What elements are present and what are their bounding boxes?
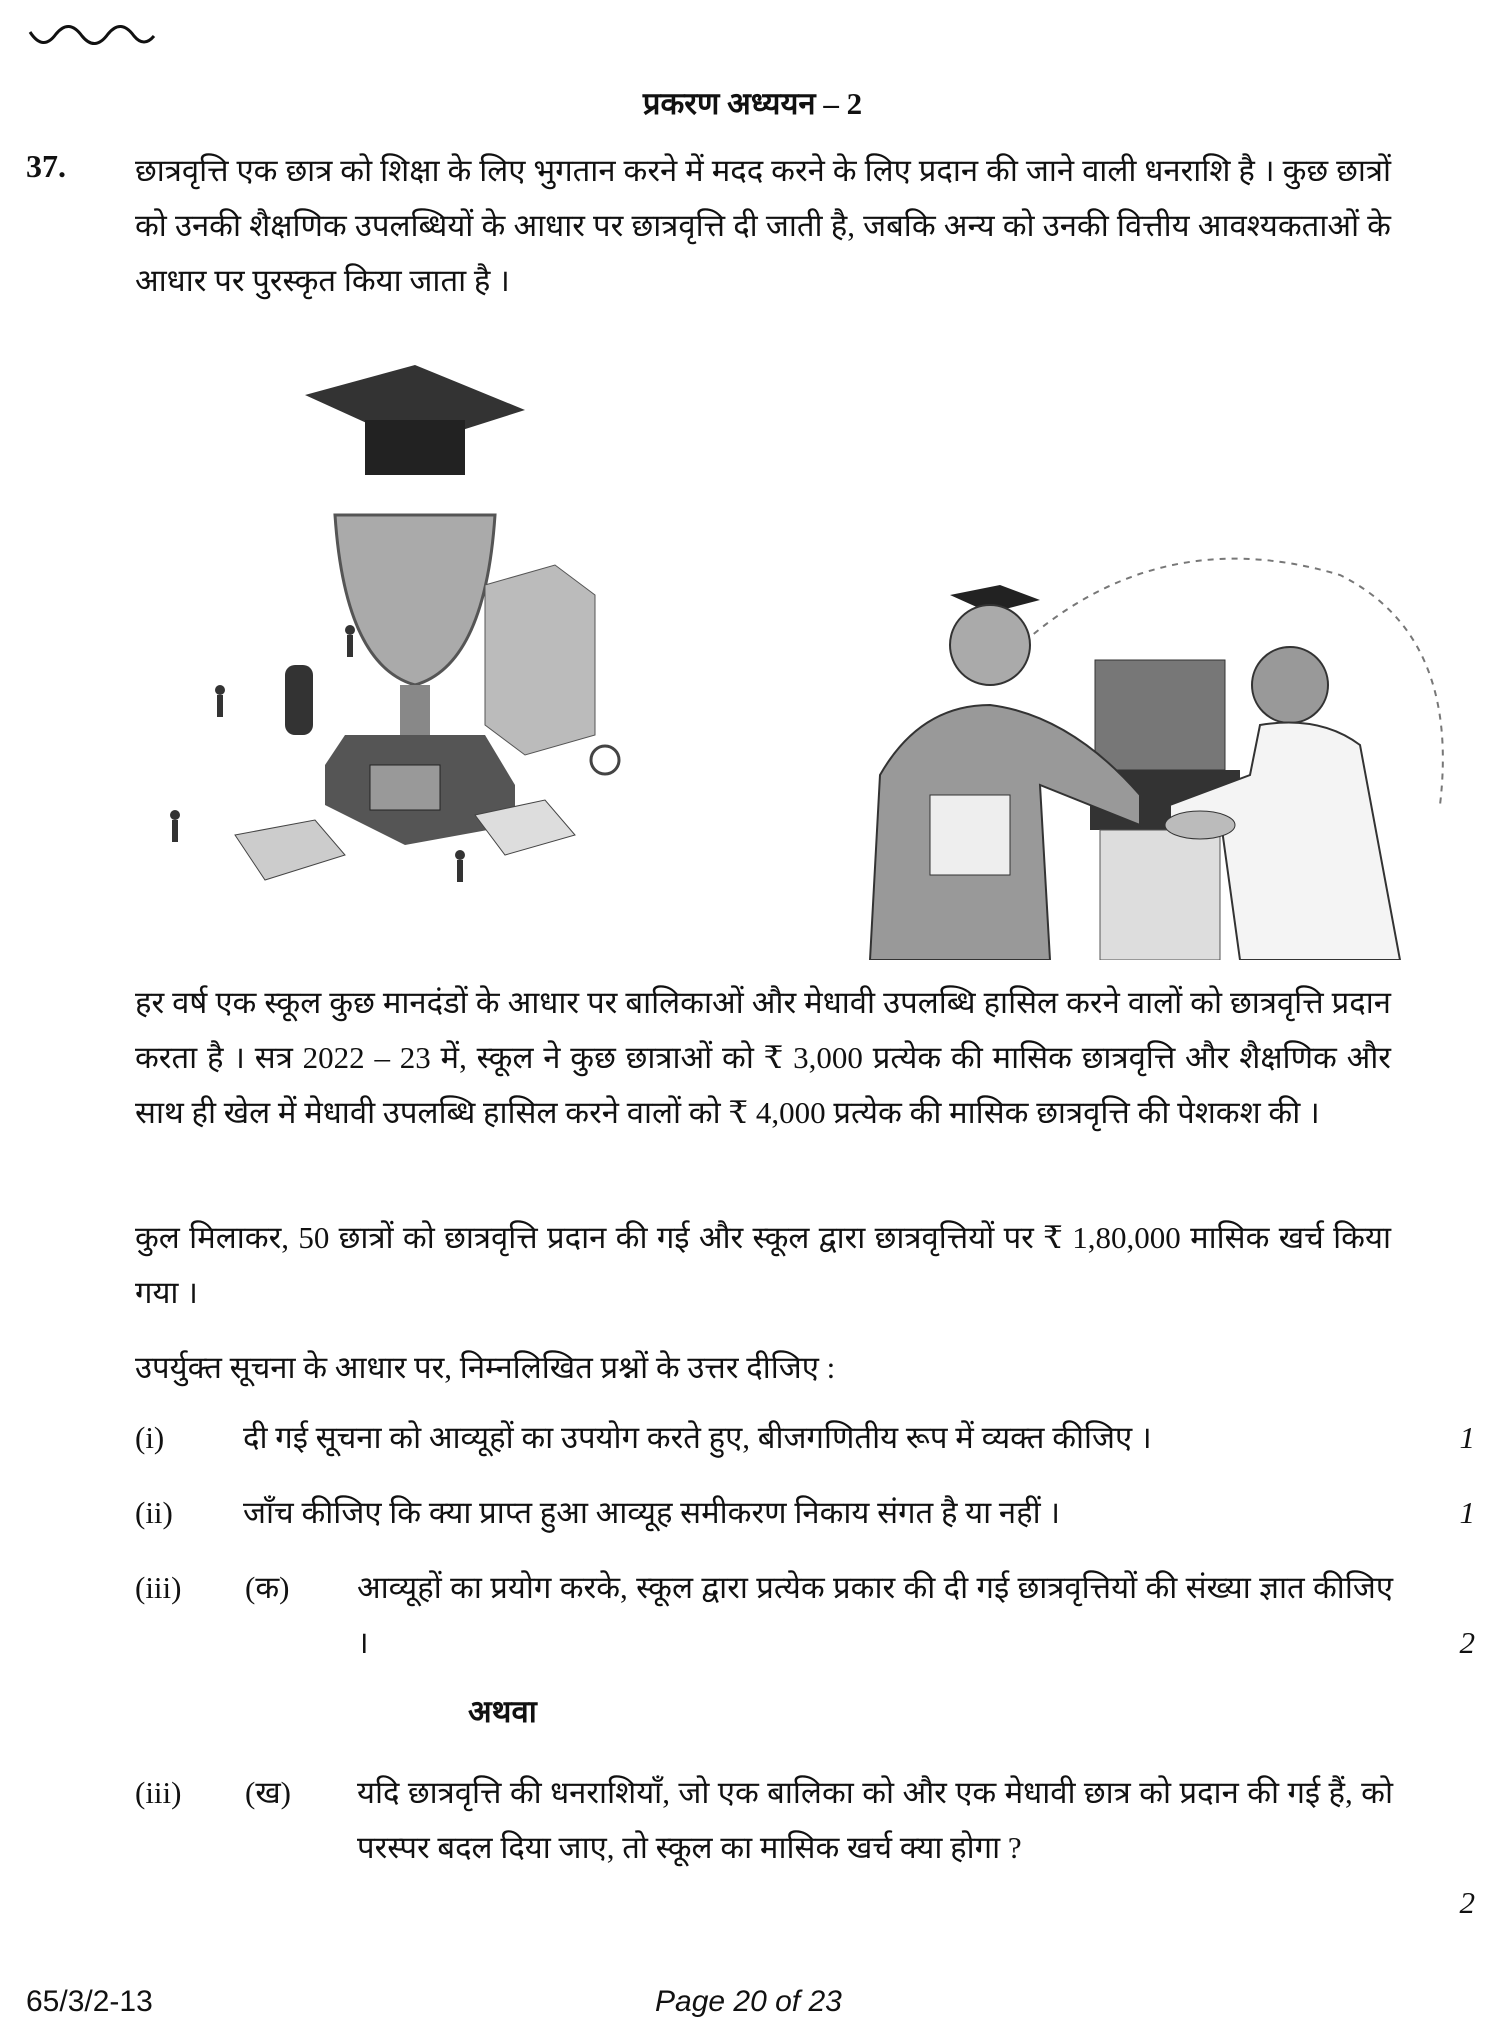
question-marks: 2 — [1459, 1885, 1475, 1920]
totals-paragraph: कुल मिलाकर, 50 छात्रों को छात्रवृत्ति प्रदान की गई और स्कूल द्वारा छात्रवृत्तियों पर ₹ 1,80,000 मासिक खर्च किया गया । — [135, 1220, 1391, 1310]
question-marks: 1 — [1459, 1420, 1475, 1455]
money-stack-icon — [1095, 660, 1225, 770]
question-text: दी गई सूचना को आव्यूहों का उपयोग करते हुए, बीजगणितीय रूप में व्यक्त कीजिए । — [243, 1420, 1152, 1455]
question-sublabel: (ख) — [245, 1775, 292, 1810]
page-number: Page 20 of 23 — [655, 1985, 842, 2018]
question-marks: 1 — [1459, 1495, 1475, 1530]
trophy-cup-icon — [335, 515, 495, 685]
trophy-illustration — [155, 365, 655, 915]
scholarship-details-paragraph: हर वर्ष एक स्कूल कुछ मानदंडों के आधार पर बालिकाओं और मेधावी उपलब्धि हासिल करने वालों को छात्रवृत्ति प्रदान करता है । सत्र 2022 – 23 में, स्कूल ने कुछ छात्राओं को ₹ 3,000 प्रत्येक की मासिक छात्रवृत्ति और शैक्षणिक और साथ ही खेल में मेधावी उपलब्धि हासिल करने वालों को ₹ 4,000 प्रत्येक की मासिक छात्रवृत्ति की पेशकश की । — [135, 985, 1391, 1130]
question-label: (iii) — [135, 1570, 182, 1605]
books-icon — [485, 565, 595, 755]
wave-mark-icon — [28, 22, 158, 52]
question-text: यदि छात्रवृत्ति की धनराशियाँ, जो एक बालिका को और एक मेधावी छात्र को प्रदान की गई हैं, को परस्पर बदल दिया जाए, तो स्कूल का मासिक खर्च क्या होगा ? — [357, 1775, 1393, 1865]
question-iii-a — [135, 1560, 1475, 1670]
paper-code: 65/3/2-13 — [26, 1985, 153, 2018]
instruction-prompt: उपर्युक्त सूचना के आधार पर, निम्नलिखित प्रश्नों के उत्तर दीजिए : — [135, 1350, 836, 1385]
question-label: (ii) — [135, 1495, 173, 1530]
question-marks: 2 — [1459, 1625, 1475, 1660]
question-label: (i) — [135, 1420, 165, 1455]
scholarship-handshake-illustration — [840, 555, 1460, 960]
question-sublabel: (क) — [245, 1570, 290, 1605]
question-label: (iii) — [135, 1775, 182, 1810]
question-text: आव्यूहों का प्रयोग करके, स्कूल द्वारा प्रत्येक प्रकार की दी गई छात्रवृत्तियों की संख्या ज्ञात कीजिए । — [357, 1570, 1393, 1660]
section-title: प्रकरण अध्ययन – 2 — [642, 86, 863, 121]
question-ii — [135, 1485, 1475, 1540]
question-i — [135, 1410, 1475, 1465]
question-number: 37. — [26, 148, 66, 184]
intro-paragraph: छात्रवृत्ति एक छात्र को शिक्षा के लिए भुगतान करने में मदद करने के लिए प्रदान की जाने वाली धनराशि है । कुछ छात्रों को उनकी शैक्षणिक उपलब्धियों के आधार पर छात्रवृत्ति दी जाती है, जबकि अन्य को उनकी वित्तीय आवश्यकताओं के आधार पर पुरस्कृत किया जाता है । — [135, 153, 1391, 298]
or-separator: अथवा — [468, 1694, 537, 1729]
question-iii-b — [135, 1765, 1475, 1930]
question-text: जाँच कीजिए कि क्या प्राप्त हुआ आव्यूह समीकरण निकाय संगत है या नहीं । — [243, 1495, 1061, 1530]
